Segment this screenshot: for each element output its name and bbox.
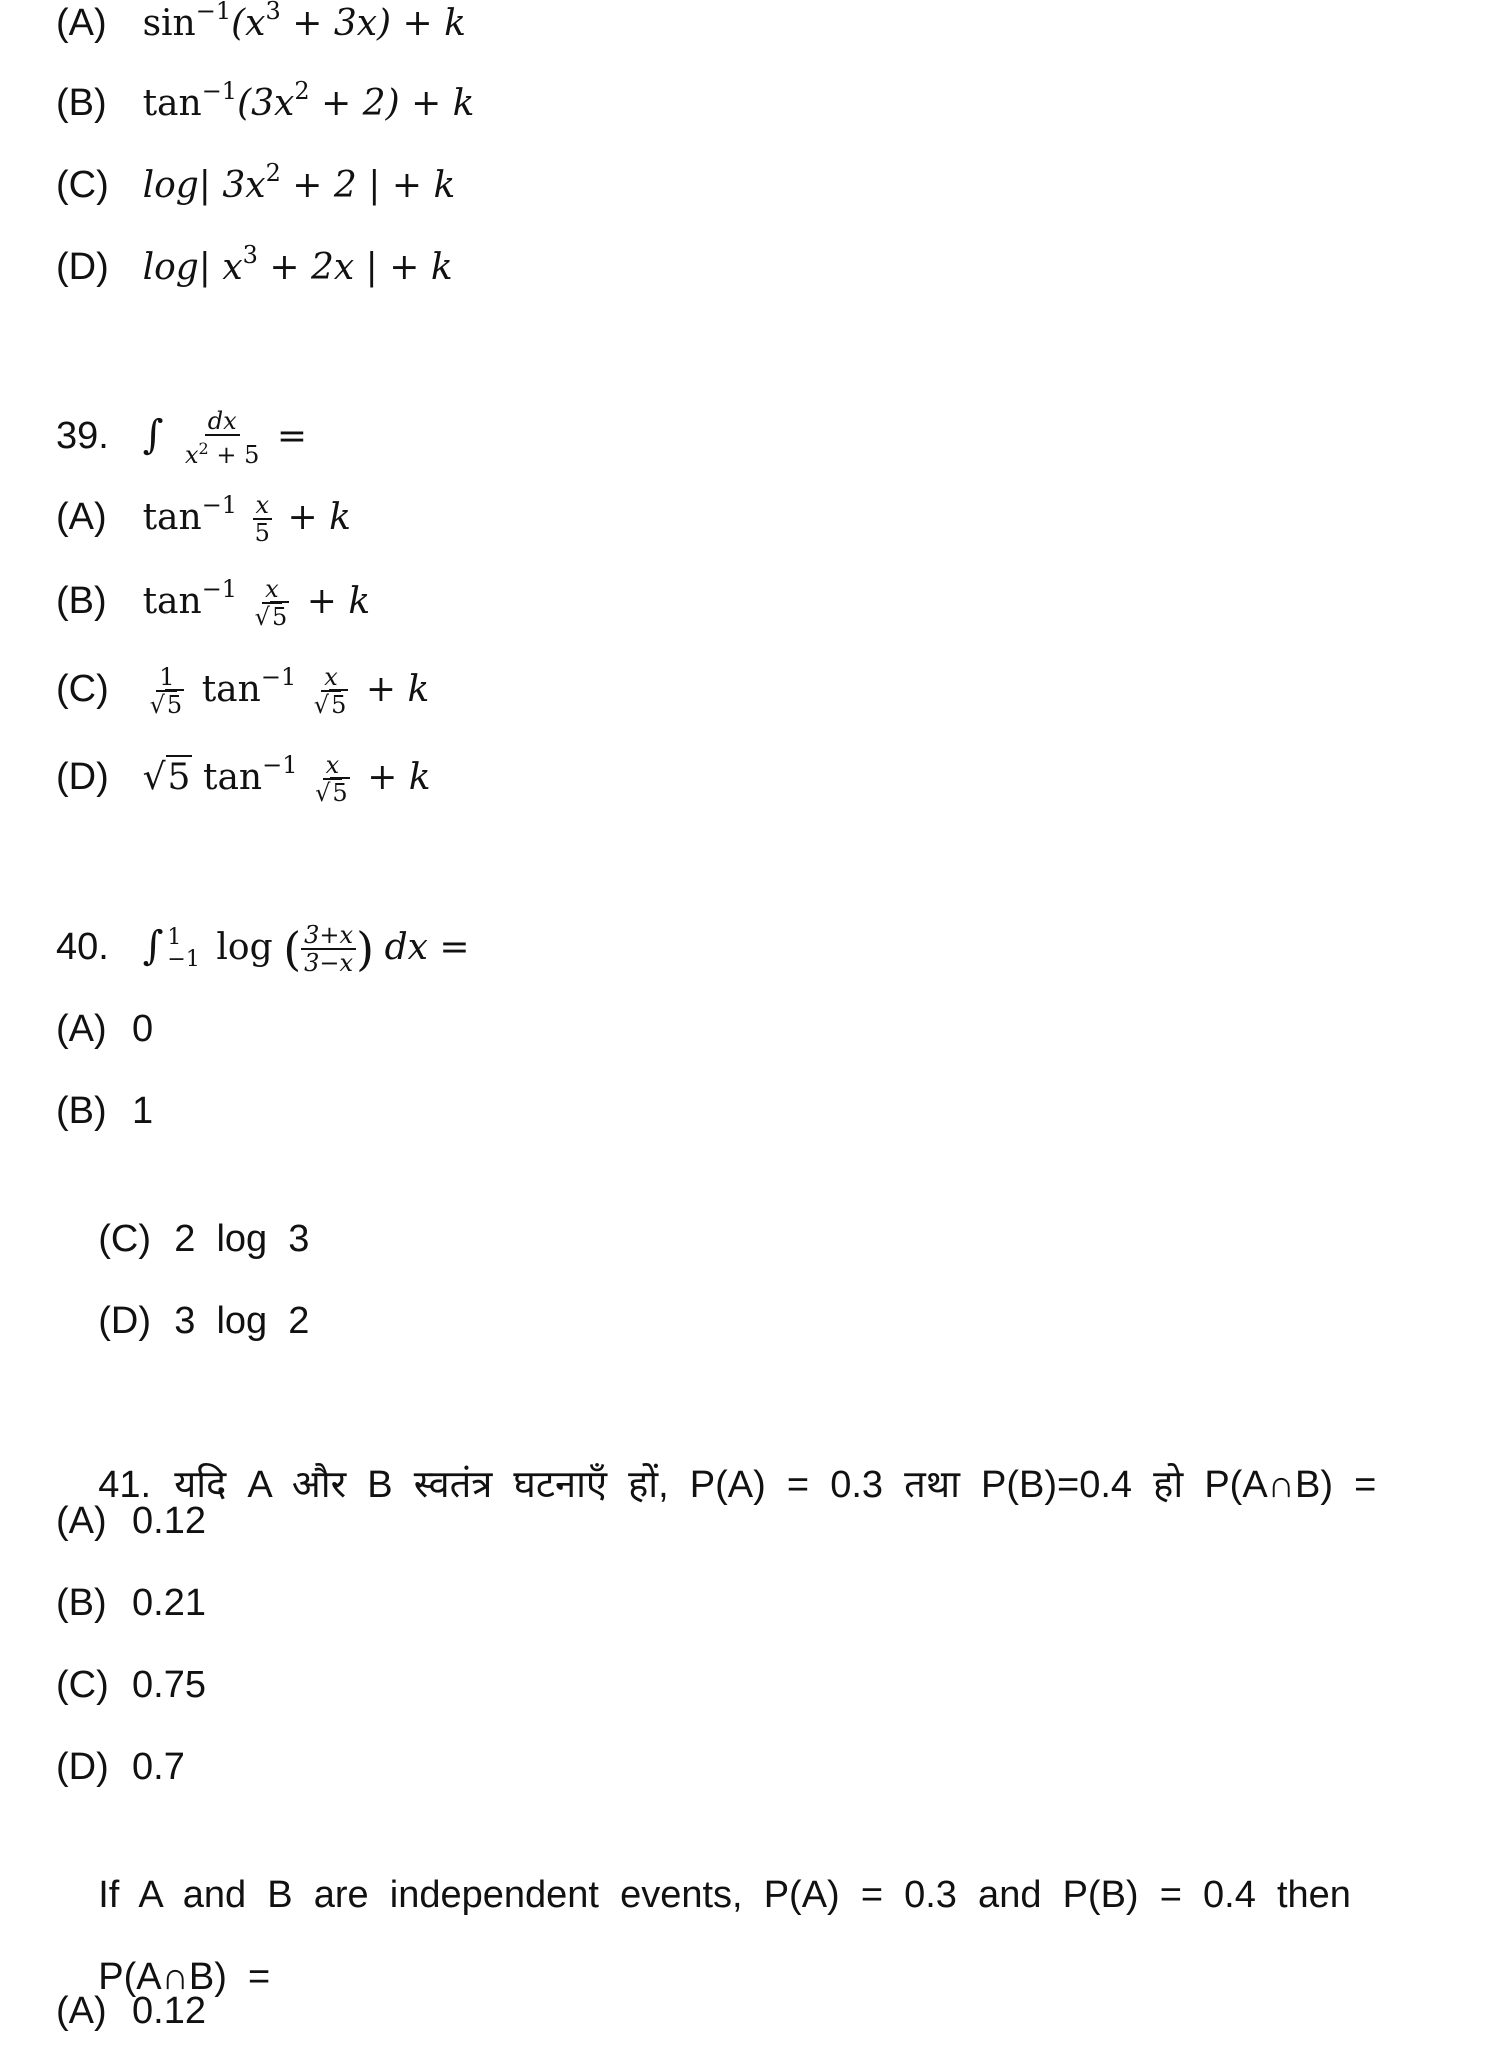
- math-body: + 2 | + k: [280, 165, 456, 206]
- option-label: (A): [56, 1008, 107, 1050]
- q41-en-option-a: [56, 1988, 206, 2034]
- right-paren: ): [356, 922, 375, 976]
- math-fn: tan: [142, 581, 202, 623]
- q39-option-c: [56, 664, 429, 718]
- q40-option-d: [56, 1252, 309, 1390]
- q40-option-a: [56, 1006, 153, 1052]
- sqrt-sign: √: [254, 603, 270, 631]
- question-text-hindi: यदि A और B स्वतंत्र घटनाएँ हों, P(A) = 0.3 तथा P(B)=0.4 हो P(A∩B) =: [174, 1464, 1377, 1506]
- fraction: [311, 664, 352, 718]
- math-body: + k: [287, 497, 351, 539]
- math-body: log| 3x: [142, 165, 266, 206]
- option-label: (A): [56, 1500, 107, 1542]
- math-sup: 3: [265, 0, 281, 25]
- math-body: + 3x) + k: [280, 3, 466, 44]
- fraction: [252, 492, 273, 546]
- math-sup: 2: [265, 159, 281, 187]
- math-body: + k: [365, 669, 430, 711]
- q40-stem: [56, 922, 470, 976]
- math-body: log| x: [142, 247, 243, 288]
- option-label: (D): [98, 1300, 151, 1342]
- option-label: (C): [56, 164, 109, 206]
- option-label: (A): [56, 2, 107, 44]
- math-sup: −1: [262, 751, 298, 780]
- math-sup: −1: [201, 77, 238, 105]
- integral-sign: ∫: [142, 412, 164, 459]
- math-sup: −1: [195, 0, 232, 25]
- fraction: [301, 922, 356, 976]
- integral-sign: ∫: [142, 923, 164, 970]
- option-label: (D): [56, 1746, 109, 1788]
- q41-option-a: [56, 1498, 206, 1544]
- option-label: (A): [56, 1990, 107, 2032]
- option-text: 0.21: [132, 1582, 206, 1624]
- fraction-numerator: dx: [205, 408, 240, 436]
- math-fn: tan: [201, 669, 261, 711]
- question-number: 39.: [56, 415, 109, 458]
- sqrt-sign: √: [149, 691, 165, 719]
- option-text: 0: [132, 1008, 154, 1050]
- fraction: [147, 664, 188, 718]
- option-label: (B): [56, 1582, 107, 1624]
- option-label: (C): [98, 1218, 151, 1260]
- q38-option-d: [56, 241, 453, 291]
- math-body: + k: [306, 581, 371, 623]
- option-label: (C): [56, 668, 109, 711]
- q41-option-c: [56, 1662, 206, 1708]
- fraction-denominator: [312, 780, 353, 806]
- q40-option-b: [56, 1088, 153, 1134]
- option-text: 0.12: [132, 1990, 206, 2032]
- sqrt-sign: √: [142, 757, 166, 799]
- question-number: 41.: [98, 1464, 152, 1506]
- option-math: [142, 241, 453, 288]
- fraction: [312, 752, 353, 806]
- fraction-numerator: x: [321, 664, 341, 692]
- math-sup: −1: [201, 575, 238, 604]
- option-text: 1: [132, 1090, 154, 1132]
- fraction: [252, 576, 293, 630]
- math-sup: −1: [201, 491, 238, 520]
- sqrt-sign: √: [313, 691, 330, 719]
- fraction-numerator: x: [253, 492, 273, 520]
- option-math: [142, 77, 475, 124]
- option-math: [142, 159, 456, 206]
- option-label: (C): [56, 1664, 109, 1706]
- math-body: dx =: [384, 927, 470, 969]
- q41-option-b: [56, 1580, 206, 1626]
- fraction-denominator: [252, 604, 293, 630]
- math-body: + 2) + k: [309, 83, 475, 124]
- option-math: [142, 575, 238, 623]
- sqrt-expression: [143, 755, 193, 798]
- math-body: + 2x | + k: [257, 247, 453, 288]
- q39-option-d: [56, 752, 431, 806]
- q41-option-d: [56, 1744, 185, 1790]
- math-fn: tan: [142, 83, 202, 124]
- q38-option-c: [56, 159, 456, 209]
- math-var: x: [184, 441, 199, 469]
- math-body: + 5: [216, 441, 260, 469]
- radicand: 5: [166, 691, 183, 719]
- fraction-denominator: [147, 692, 188, 718]
- q41-stem-hindi: [56, 1416, 1376, 1554]
- option-text: 0.75: [132, 1664, 206, 1706]
- fraction-denominator: [311, 692, 352, 718]
- question-number: 40.: [56, 926, 109, 969]
- lower-limit: −1: [167, 947, 200, 972]
- fraction-numerator: 1: [156, 664, 177, 692]
- option-label: (A): [56, 496, 107, 539]
- option-label: (B): [56, 82, 107, 124]
- q38-option-a: [56, 0, 466, 47]
- math-body: (3x: [237, 83, 295, 124]
- math-sup: 2: [198, 439, 209, 458]
- fraction: [182, 408, 262, 468]
- math-sup: 2: [294, 77, 310, 105]
- option-math: [142, 0, 466, 44]
- math-body: (x: [231, 3, 266, 44]
- math-body: + k: [367, 757, 431, 799]
- fraction-denominator: 5: [254, 519, 270, 547]
- math-sup: 3: [242, 241, 258, 269]
- math-fn: tan: [142, 497, 202, 539]
- equals-sign: =: [276, 416, 308, 458]
- radicand: 5: [271, 603, 288, 631]
- option-text: 0.12: [132, 1500, 206, 1542]
- option-math: [201, 663, 297, 711]
- radicand: 5: [332, 779, 348, 807]
- integral-limits: [167, 927, 199, 971]
- option-math: [142, 491, 238, 539]
- option-text: 0.7: [132, 1746, 185, 1788]
- math-fn: sin: [142, 3, 196, 44]
- q39-stem: [56, 408, 307, 468]
- left-paren: (: [283, 922, 302, 976]
- upper-limit: 1: [167, 925, 182, 950]
- math-fn: log: [216, 927, 273, 969]
- option-label: (B): [56, 1090, 107, 1132]
- fraction-numerator: x: [323, 752, 343, 780]
- radicand: 5: [331, 691, 347, 719]
- q39-option-b: [56, 576, 370, 630]
- option-math: [202, 751, 298, 799]
- math-fn: tan: [202, 757, 263, 799]
- fraction-numerator: x: [262, 576, 282, 604]
- option-text: 2 log 3: [174, 1218, 310, 1260]
- fraction-numerator: 3+x: [301, 922, 356, 950]
- option-text: 3 log 2: [174, 1300, 310, 1342]
- question-text-english: If A and B are independent events, P(A) = 0.3 and P(B) = 0.4 then: [98, 1874, 1351, 1916]
- fraction-denominator: [182, 436, 262, 468]
- math-sup: −1: [260, 663, 297, 692]
- question-text-english: P(A∩B) =: [98, 1956, 271, 1998]
- option-label: (D): [56, 756, 109, 799]
- option-label: (D): [56, 246, 109, 288]
- option-label: (B): [56, 580, 107, 623]
- sqrt-sign: √: [315, 779, 331, 807]
- radicand: 5: [167, 757, 191, 799]
- fraction-denominator: 3−x: [304, 949, 354, 977]
- q39-option-a: [56, 492, 351, 546]
- q38-option-b: [56, 77, 475, 127]
